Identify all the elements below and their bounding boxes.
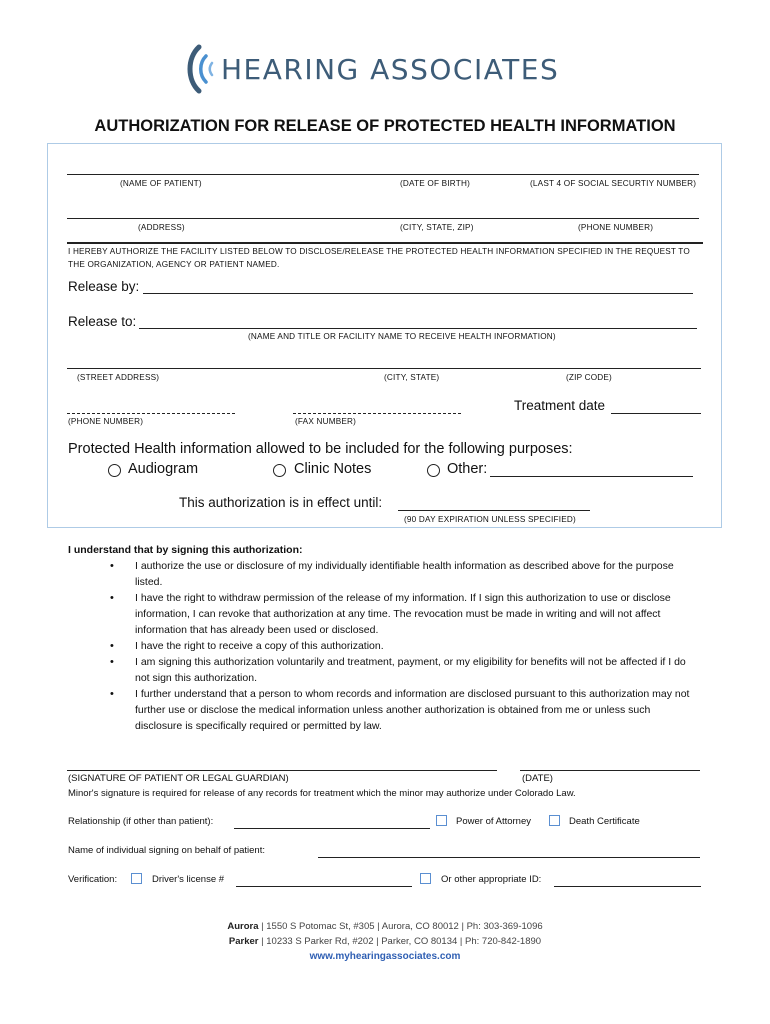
release-by-label: Release by:: [68, 279, 140, 294]
fax-line[interactable]: [293, 413, 461, 414]
footer-aurora: [0, 921, 770, 932]
power-of-attorney-checkbox[interactable]: [436, 815, 447, 826]
other-radio[interactable]: [427, 464, 440, 477]
release-to-line[interactable]: [139, 328, 697, 329]
signature-label: (SIGNATURE OF PATIENT OR LEGAL GUARDIAN): [68, 773, 289, 784]
release-to-label: Release to:: [68, 314, 137, 329]
aurora-city: Aurora: [227, 921, 259, 932]
death-certificate-checkbox[interactable]: [549, 815, 560, 826]
name-of-patient-label: (NAME OF PATIENT): [120, 179, 202, 188]
audiogram-label: Audiogram: [128, 461, 199, 477]
list-item: • I further understand that a person to whom records and information are disclosed pursuant to this authorization may not further use or disclose the medical information unless another authorization is obtained from me or unless such disclosure is specifically required or permitted by law.: [108, 686, 698, 734]
city-state-zip-label: (CITY, STATE, ZIP): [400, 223, 474, 232]
date-of-birth-label: (DATE OF BIRTH): [400, 179, 471, 188]
understand-heading: I understand that by signing this authorization:: [68, 544, 303, 556]
individual-signing-line[interactable]: [318, 857, 700, 858]
parker-address: | 10233 S Parker Rd, #202 | Parker, CO 80134 | Ph: 720-842-1890: [258, 936, 542, 947]
fax-number-label: (FAX NUMBER): [295, 417, 357, 426]
relationship-label: Relationship (if other than patient):: [68, 816, 214, 827]
page-title: AUTHORIZATION FOR RELEASE OF PROTECTED HEALTH INFORMATION: [94, 117, 676, 135]
date-line[interactable]: [520, 770, 700, 771]
city-state-label: (CITY, STATE): [384, 373, 440, 382]
treatment-date-label: Treatment date: [514, 398, 606, 413]
parker-city: Parker: [228, 936, 259, 947]
address-label: (ADDRESS): [138, 223, 185, 232]
other-label: Other:: [447, 461, 488, 477]
purposes-heading: Protected Health information allowed to be included for the following purposes:: [68, 441, 573, 457]
relationship-line[interactable]: [234, 828, 430, 829]
audiogram-radio[interactable]: [108, 464, 121, 477]
logo-text: HEARING ASSOCIATES: [221, 52, 560, 86]
list-item: • I authorize the use or disclosure of my individually identifiable health information as described above for the purpose listed.: [108, 558, 698, 590]
street-address-label: (STREET ADDRESS): [77, 373, 160, 382]
footer-website-row: [0, 951, 770, 962]
phone-number-label: (PHONE NUMBER): [578, 223, 654, 232]
other-id-checkbox[interactable]: [420, 873, 431, 884]
hearing-waves-icon: [185, 44, 217, 94]
death-certificate-label: Death Certificate: [569, 816, 640, 827]
list-item: • I have the right to receive a copy of this authorization.: [108, 638, 698, 654]
understand-list: [108, 558, 698, 734]
other-purpose-line[interactable]: [490, 476, 693, 477]
clinic-notes-radio[interactable]: [273, 464, 286, 477]
individual-signing-label: Name of individual signing on behalf of patient:: [68, 845, 265, 856]
ssn-label: (LAST 4 OF SOCIAL SECURTIY NUMBER): [530, 179, 697, 188]
effect-until-label: This authorization is in effect until:: [179, 495, 383, 510]
list-item: • I have the right to withdraw permission of the release of my information. If I sign this authorization to use or disclose information, I can revoke that authorization at any time. The revocation must be made in writing and will not affect information that has already been used or disclosed.: [108, 590, 698, 638]
patient-address-line[interactable]: [67, 218, 699, 219]
aurora-address: | 1550 S Potomac St, #305 | Aurora, CO 80012 | Ph: 303-369-1096: [258, 921, 543, 932]
treatment-date-line[interactable]: [611, 413, 701, 414]
footer-parker: [0, 936, 770, 947]
release-to-hint: (NAME AND TITLE OR FACILITY NAME TO RECEIVE HEALTH INFORMATION): [248, 332, 556, 341]
power-of-attorney-label: Power of Attorney: [456, 816, 531, 827]
website-link[interactable]: www.myhearingassociates.com: [309, 951, 461, 962]
authorize-statement: I HEREBY AUTHORIZE THE FACILITY LISTED BELOW TO DISCLOSE/RELEASE THE PROTECTED HEALTH INFORMATION SPECIFIED IN THE REQUEST TO THE ORGANIZATION, AGENCY OR PATIENT NAMED.: [68, 247, 690, 269]
signature-line[interactable]: [67, 770, 497, 771]
drivers-license-line[interactable]: [236, 886, 412, 887]
section-divider: [67, 242, 703, 244]
effect-until-line[interactable]: [398, 510, 590, 511]
drivers-license-checkbox[interactable]: [131, 873, 142, 884]
verification-label: Verification:: [68, 874, 118, 885]
release-by-line[interactable]: [143, 293, 693, 294]
release-phone-line[interactable]: [67, 413, 235, 414]
logo: [185, 44, 559, 94]
release-phone-label: (PHONE NUMBER): [68, 417, 144, 426]
minor-note: Minor's signature is required for release of any records for treatment which the minor may authorize under Colorado Law.: [68, 788, 576, 799]
drivers-license-label: Driver's license #: [152, 874, 225, 885]
release-address-line[interactable]: [67, 368, 701, 369]
list-item: • I am signing this authorization voluntarily and treatment, payment, or my eligibility for benefits will not be affected if I do not sign this authorization.: [108, 654, 698, 686]
other-id-label: Or other appropriate ID:: [441, 874, 542, 885]
patient-name-line[interactable]: [67, 174, 699, 175]
other-id-line[interactable]: [554, 886, 701, 887]
zip-code-label: (ZIP CODE): [566, 373, 612, 382]
date-label: (DATE): [522, 773, 553, 784]
expiration-note: (90 DAY EXPIRATION UNLESS SPECIFIED): [404, 515, 576, 524]
clinic-notes-label: Clinic Notes: [294, 461, 372, 477]
